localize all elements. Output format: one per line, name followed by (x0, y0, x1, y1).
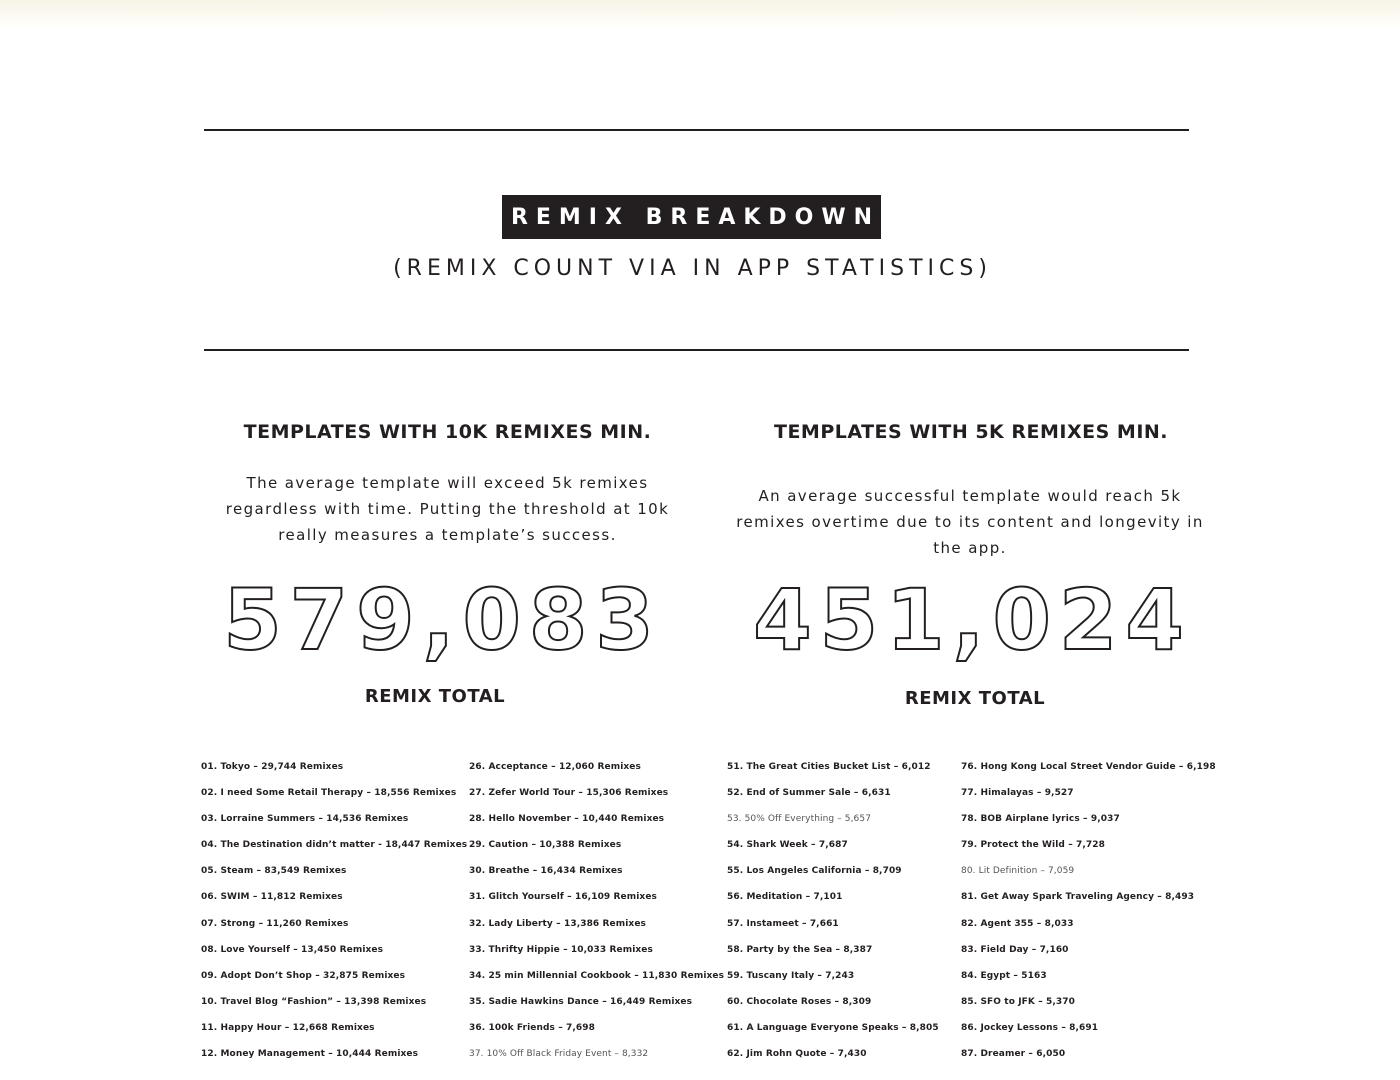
template-list-2 (469, 762, 724, 1075)
template-list-4 (961, 762, 1216, 1075)
list-item: 82. Agent 355 – 8,033 (961, 918, 1074, 929)
list-item: 53. 50% Off Everything – 5,657 (727, 814, 872, 825)
left-remix-total: 579,083 (223, 571, 662, 669)
list-item: 12. Money Management – 10,444 Remixes (201, 1049, 419, 1060)
list-item: 84. Egypt – 5163 (961, 970, 1047, 981)
list-item: 87. Dreamer – 6,050 (961, 1049, 1066, 1060)
list-item: 32. Lady Liberty – 13,386 Remixes (469, 918, 646, 929)
list-item: 76. Hong Kong Local Street Vendor Guide – 6,198 (961, 762, 1216, 772)
list-item: 36. 100k Friends – 7,698 (469, 1022, 596, 1033)
list-item: 62. Jim Rohn Quote – 7,430 (727, 1049, 867, 1060)
list-item: 06. SWIM – 11,812 Remixes (201, 892, 343, 903)
list-item: 35. Sadie Hawkins Dance – 16,449 Remixes (469, 996, 693, 1007)
list-item: 08. Love Yourself – 13,450 Remixes (201, 944, 384, 955)
list-item: 27. Zefer World Tour – 15,306 Remixes (469, 788, 669, 799)
top-divider (204, 129, 1189, 131)
list-item: 56. Meditation – 7,101 (727, 892, 843, 903)
list-item: 01. Tokyo – 29,744 Remixes (201, 762, 344, 772)
list-item: 61. A Language Everyone Speaks – 8,805 (727, 1022, 939, 1033)
right-total-label: REMIX TOTAL (904, 688, 1046, 709)
list-item: 29. Caution – 10,388 Remixes (469, 840, 622, 851)
list-item: 80. Lit Definition – 7,059 (961, 866, 1075, 877)
page-subtitle: (REMIX COUNT VIA IN APP STATISTICS) (393, 256, 992, 281)
list-item: 10. Travel Blog “Fashion” – 13,398 Remixes (201, 996, 427, 1007)
left-description: The average template will exceed 5k remixes regardless with time. Putting the threshold at 10k really measures a template’s success. (225, 474, 670, 544)
list-item: 26. Acceptance – 12,060 Remixes (469, 762, 641, 772)
list-item: 02. I need Some Retail Therapy – 18,556 Remixes (201, 788, 457, 799)
list-item: 33. Thrifty Hippie – 10,033 Remixes (469, 944, 653, 955)
list-item: 58. Party by the Sea – 8,387 (727, 944, 873, 955)
right-remix-total: 451,024 (753, 571, 1192, 669)
left-heading: TEMPLATES WITH 10K REMIXES MIN. (243, 421, 652, 443)
right-heading: TEMPLATES WITH 5K REMIXES MIN. (773, 421, 1169, 443)
list-item: 11. Happy Hour – 12,668 Remixes (201, 1022, 375, 1033)
list-item: 31. Glitch Yourself – 16,109 Remixes (469, 892, 657, 903)
list-item: 51. The Great Cities Bucket List – 6,012 (727, 762, 931, 772)
left-total-label: REMIX TOTAL (364, 686, 506, 707)
list-item: 03. Lorraine Summers – 14,536 Remixes (201, 814, 409, 825)
top-bar (0, 0, 1400, 26)
list-item: 77. Himalayas – 9,527 (961, 788, 1074, 799)
list-item: 54. Shark Week – 7,687 (727, 840, 848, 851)
template-list-3 (727, 762, 939, 1075)
list-item: 34. 25 min Millennial Cookbook – 11,830 Remixes (469, 970, 725, 981)
list-item: 86. Jockey Lessons – 8,691 (961, 1022, 1099, 1033)
list-item: 30. Breathe – 16,434 Remixes (469, 866, 623, 877)
list-item: 60. Chocolate Roses – 8,309 (727, 996, 872, 1007)
bottom-divider (204, 349, 1189, 351)
list-item: 07. Strong – 11,260 Remixes (201, 918, 349, 929)
list-item: 57. Instameet – 7,661 (727, 918, 839, 929)
list-item: 55. Los Angeles California – 8,709 (727, 866, 902, 877)
page-title: REMIX BREAKDOWN (502, 195, 881, 239)
list-item: 09. Adopt Don’t Shop – 32,875 Remixes (201, 970, 406, 981)
list-item: 81. Get Away Spark Traveling Agency – 8,493 (961, 892, 1195, 903)
right-description: An average successful template would reach 5k remixes overtime due to its content and longevity in the app. (736, 487, 1204, 557)
list-item: 59. Tuscany Italy – 7,243 (727, 970, 855, 981)
list-item: 83. Field Day – 7,160 (961, 944, 1069, 955)
list-item: 28. Hello November – 10,440 Remixes (469, 814, 665, 825)
list-item: 52. End of Summer Sale – 6,631 (727, 788, 891, 799)
list-item: 05. Steam – 83,549 Remixes (201, 866, 347, 877)
list-item: 04. The Destination didn’t matter - 18,447 Remixes (201, 840, 468, 851)
list-item: 79. Protect the Wild – 7,728 (961, 840, 1105, 851)
template-list-1 (201, 762, 467, 1075)
list-item: 78. BOB Airplane lyrics – 9,037 (961, 814, 1120, 825)
list-item: 37. 10% Off Black Friday Event – 8,332 (469, 1049, 649, 1060)
list-item: 85. SFO to JFK – 5,370 (961, 996, 1076, 1007)
